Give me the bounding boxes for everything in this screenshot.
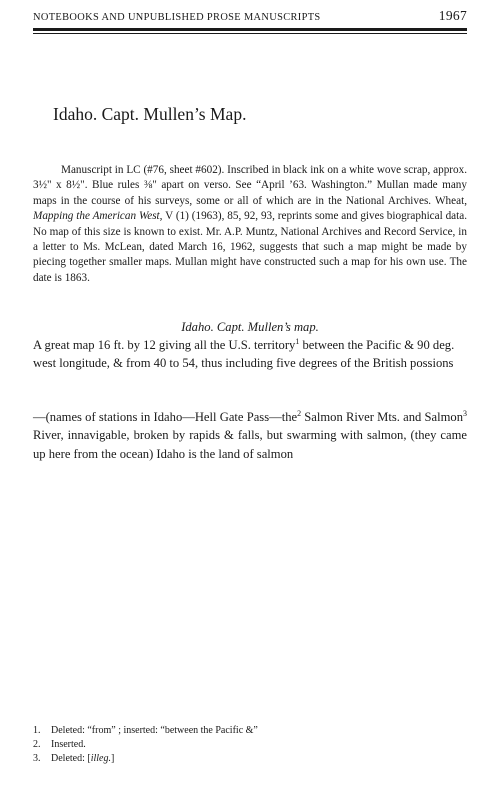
footnote-1 [33, 724, 467, 738]
manuscript-p2-text-2: Salmon River Mts. and Salmon [301, 410, 463, 424]
footnote-text-part: Deleted: “from” ; inserted: “between the Pacific &” [51, 725, 258, 736]
footnote-text-part: Deleted: [ [51, 753, 91, 764]
footnote-text [51, 752, 114, 766]
footnote-text [51, 738, 86, 752]
manuscript-p1-text-1: A great map 16 ft. by 12 giving all the U.S. territory [33, 338, 296, 352]
editorial-note-text-1: Manuscript in LC (#76, sheet #602). Inscribed in black ink on a white wove scrap, approx. 3½" x 8½". Blue rules ⅜" apart on verso. See “April ’63. Washington.” Mullan made many maps in the course of his surveys, some or all of which are in the National Archives. Wheat, [33, 164, 467, 207]
footnote-3 [33, 752, 467, 766]
page-number: 1967 [438, 8, 467, 23]
header-rule-thick [33, 28, 467, 31]
header-rule-thin [33, 33, 467, 34]
manuscript-paragraph-1 [33, 336, 467, 373]
footnote-2 [33, 738, 467, 752]
footnote-number: 1. [33, 725, 41, 736]
running-header [33, 8, 467, 28]
manuscript-p2-text-3: River, innavigable, broken by rapids & falls, but swarming with salmon, (they came up here from the ocean) Idaho is the land of salmon [33, 428, 467, 461]
manuscript-heading: Idaho. Capt. Mullen’s map. [181, 320, 319, 334]
footnote-number: 3. [33, 753, 41, 764]
footnotes [33, 724, 467, 766]
editorial-note [33, 163, 467, 286]
editorial-note-book-title: Mapping the American West, [33, 210, 163, 223]
manuscript-p2-text-1: —(names of stations in Idaho—Hell Gate Pass—the [33, 410, 298, 424]
footnote-text [51, 724, 258, 738]
section-title: Idaho. Capt. Mullen’s Map. [53, 104, 247, 124]
footnote-ref-1: 1 [295, 336, 300, 346]
running-title: NOTEBOOKS AND UNPUBLISHED PROSE MANUSCRIPTS [33, 12, 321, 23]
footnote-ref-3: 3 [463, 408, 467, 418]
manuscript-paragraph-2 [33, 408, 467, 463]
footnote-italic-part: illeg. [90, 753, 111, 764]
footnote-ref-2: 2 [297, 408, 302, 418]
footnote-text-part: Inserted. [51, 739, 86, 750]
footnote-number: 2. [33, 739, 41, 750]
editorial-note-text-2: V (1) (1963), 85, 92, 93, reprints some and gives biographical data. No map of this size is known to exist. Mr. A.P. Muntz, National Archives and Record Service, in a letter to Ms. McLean, dated March 16, 1962, suggests that such a map might be made by piecing together smaller maps. Mullan might have constructed such a map for his own use. The date is 1863. [33, 210, 468, 284]
manuscript-p1-text-2: between the Pacific & 90 deg. west longitude, & from 40 to 54, thus including five degrees of the British possions [33, 338, 455, 371]
footnote-text-part: ] [110, 753, 115, 764]
